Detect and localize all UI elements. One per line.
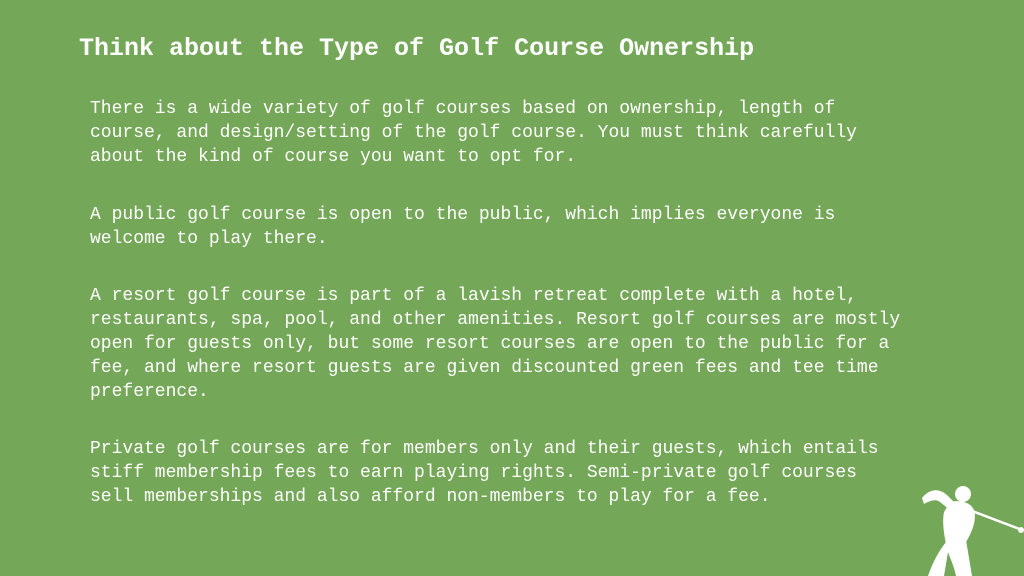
paragraph-overview: There is a wide variety of golf courses based on ownership, length of course, and design/setting of the golf course. You must think carefully about the kind of course you want to opt for. <box>90 99 857 167</box>
paragraph-public: A public golf course is open to the public, which implies everyone is welcome to play there. <box>90 205 836 249</box>
paragraph-private: Private golf courses are for members only and their guests, which entails stiff membership fees to earn playing rights. Semi-private golf courses sell memberships and also afford non-members to play for a fee. <box>90 439 879 507</box>
paragraph-resort: A resort golf course is part of a lavish retreat complete with a hotel, restaurants, spa, pool, and other amenities. Resort golf courses are mostly open for guests only, but some resort courses are open to the public for a fee, and where resort guests are given discounted green fees and tee time preference. <box>90 286 901 402</box>
slide-title: Think about the Type of Golf Course Ownership <box>79 34 755 63</box>
golfer-silhouette-icon <box>900 480 1024 576</box>
slide-body <box>90 97 1000 509</box>
